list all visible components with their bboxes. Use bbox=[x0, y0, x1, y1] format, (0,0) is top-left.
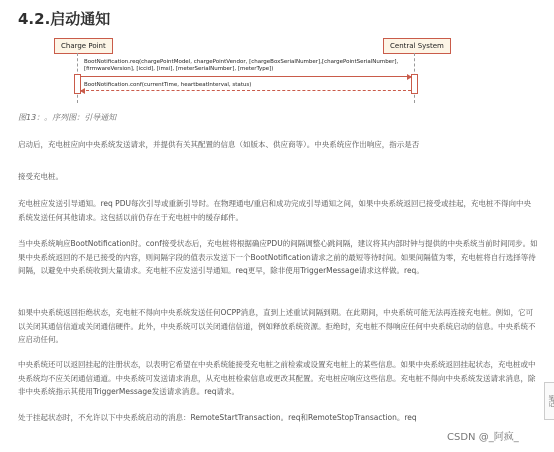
paragraph-3: 充电桩应发送引导通知。req PDU每次引导或重新引导时。在物理通电/重启和成功完成引导通知之间，如果中央系统返回已接受或挂起，充电桩不得向中央系统发送任何其他请求。这包括以前仍存在于充电桩中的缓存邮件。 bbox=[18, 199, 531, 222]
figure-caption: 图13：。序列图：引导通知 bbox=[18, 113, 117, 122]
request-arrow bbox=[81, 76, 411, 77]
watermark: CSDN @_阿疯_ bbox=[447, 432, 519, 443]
actor-central-system: Central System bbox=[383, 38, 451, 54]
activation-central-system bbox=[411, 74, 418, 94]
paragraph-1: 启动后，充电桩应向中央系统发送请求，并提供有关其配置的信息（如版本、供应商等）。中央系统应作出响应，指示是否 bbox=[18, 140, 420, 149]
request-message-line2: [firmwareVersion], [iccid], [imsi], [meterSerialNumber], [meterType]) bbox=[84, 66, 274, 72]
paragraph-5: 如果中央系统返回拒绝状态，充电桩不得向中央系统发送任何OCPP消息，直到上述重试间隔到期。在此期间，中央系统可能无法再连接充电桩。例如，它可以关闭其通信信道或关闭通信硬件。此外，中央系统可以关闭通信信道，例如释放系统资源。拒绝时，充电桩不得响应任何中央系统启动的信息。中央系统不应启动任何。 bbox=[18, 308, 536, 344]
response-message: BootNotification.conf(currentTime, heartbeatInterval, status) bbox=[84, 82, 252, 88]
paragraph-7: 处于挂起状态时，不允许以下中央系统启动的消息：RemoteStartTransaction。req和RemoteStopTransaction。req bbox=[18, 413, 417, 422]
paragraph-4: 当中央系统响应BootNotification时。conf接受状态后，充电桩将根据确应PDU的间隔调整心跳间隔，建议将其内部时钟与提供的中央系统当前时间同步。如果中央系统返回的不是已接受的内容，则间隔字段的值表示发送下一个BootNotification请求之前的最短等待时间。如果间隔值为零，充电桩将自行选择等待间隔，以避免中央系统收到大量请求。充电桩不应发送引导通知。req更早，除非使用TriggerMessage请求这样做。req。 bbox=[18, 239, 538, 275]
paragraph-2: 接受充电桩。 bbox=[18, 172, 63, 181]
actor-charge-point: Charge Point bbox=[54, 38, 113, 54]
arrowhead-right bbox=[407, 74, 412, 80]
sequence-diagram bbox=[54, 38, 444, 106]
section-title: 4.2.启动通知 bbox=[18, 10, 111, 28]
paragraph-6: 中央系统还可以返回挂起的注册状态，以表明它希望在中央系统能接受充电桩之前检索或设置充电桩上的某些信息。如果中央系统返回挂起状态，充电桩或中央系统均不应关闭通信通道。中央系统可发送请求消息，从充电桩检索信息或更改其配置。充电桩应响应这些信息。充电桩不得向中央系统发送请求消息，除非中央系统指示其使用TriggerMessage发送请求消息。req请求。 bbox=[18, 360, 536, 396]
request-message-line1: BootNotification.req(chargePointModel, chargePointVendor, [chargeBoxSerialNumber],[chargePointSerialNumber], bbox=[84, 59, 399, 65]
response-arrow bbox=[81, 90, 411, 91]
arrowhead-left bbox=[80, 88, 85, 94]
side-toolbar-button[interactable]: 笔记 bbox=[544, 382, 554, 420]
